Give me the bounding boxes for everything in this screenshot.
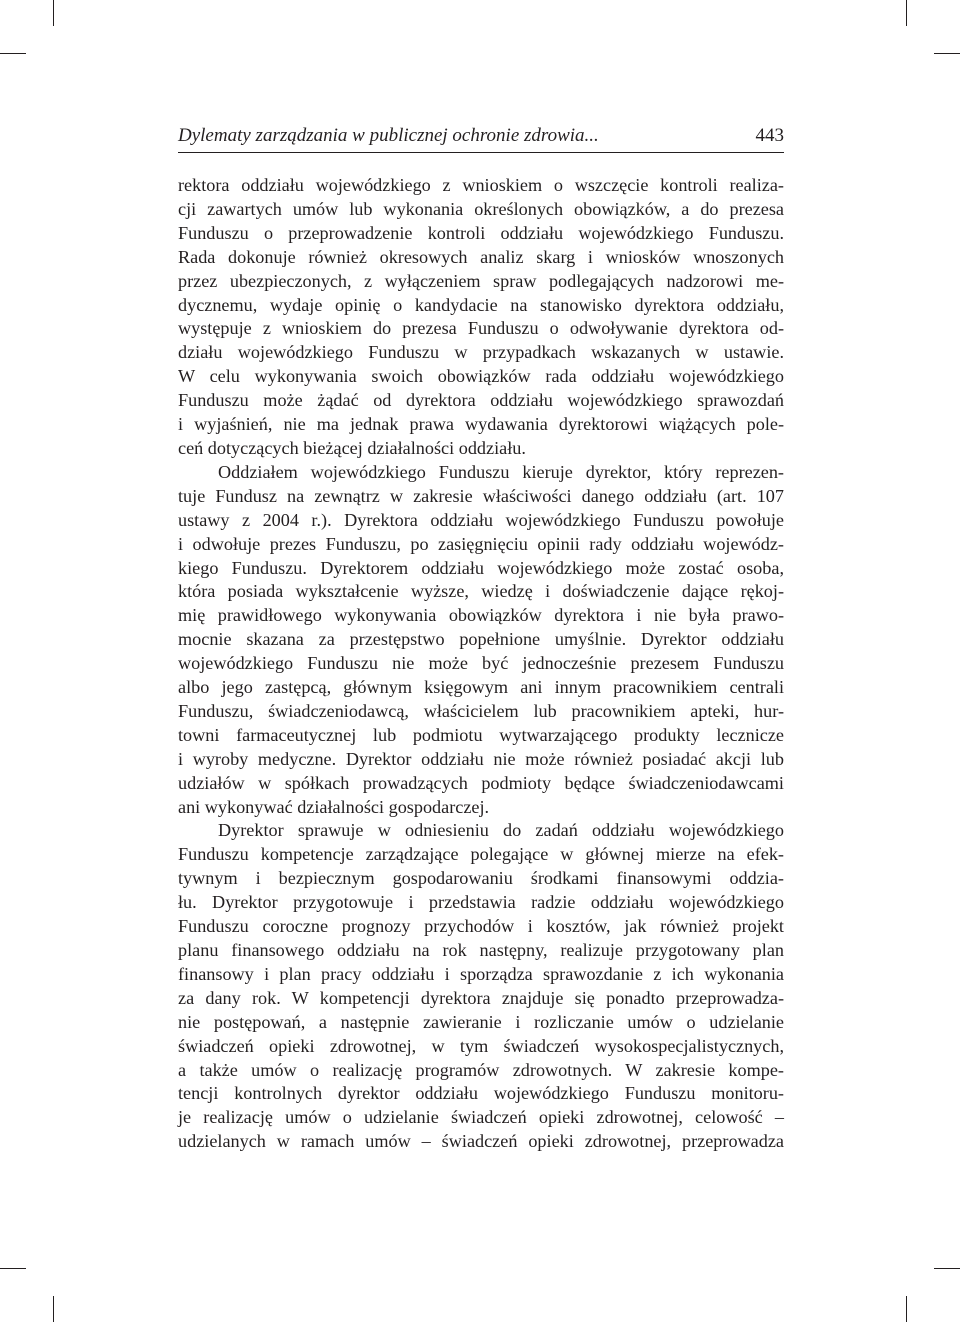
crop-mark-top-left bbox=[53, 0, 54, 26]
text-line: nie postępowań, a następnie zawieranie i rozliczanie umów o udzielanie bbox=[178, 1011, 784, 1032]
text-line: udziałów w spółkach prowadzących podmioty będące świadczeniodawcami bbox=[178, 772, 784, 793]
text-line: Funduszu, świadczeniodawcą, właścicielem lub pracownikiem apteki, hur- bbox=[178, 700, 784, 721]
text-line: ustawy z 2004 r.). Dyrektora oddziału wojewódzkiego Funduszu powołuje bbox=[178, 509, 784, 530]
text-line: mocnie skazana za przestępstwo popełnione umyślnie. Dyrektor oddziału bbox=[178, 629, 784, 650]
text-line: albo jego zastępcą, głównym księgowym ani innym pracownikiem centrali bbox=[178, 677, 784, 698]
text-line: mię prawidłowego wykonywania obowiązków dyrektora i nie była prawo- bbox=[178, 605, 784, 626]
text-line: Dyrektor sprawuje w odniesieniu do zadań oddziału wojewódzkiego bbox=[218, 820, 784, 841]
crop-mark-right-bottom bbox=[934, 1268, 960, 1269]
text-line: planu finansowego oddziału na rok następny, realizuje przygotowany plan bbox=[178, 940, 784, 960]
text-line: tuje Fundusz na zewnątrz w zakresie właściwości danego oddziału (art. 107 bbox=[178, 485, 784, 506]
text-line: dycznemu, wydaje opinię o kandydacie na stanowisko dyrektora oddziału, bbox=[178, 294, 784, 315]
crop-mark-bottom-right bbox=[906, 1296, 907, 1322]
crop-mark-top-right bbox=[906, 0, 907, 26]
crop-mark-right-top bbox=[934, 53, 960, 54]
text-line: która posiada wykształcenie wyższe, wiedzę i doświadczenie dające rękoj- bbox=[178, 581, 784, 602]
text-line: tywnym i bezpiecznym gospodarowaniu środkami finansowymi oddzia- bbox=[178, 868, 784, 889]
text-line: ani wykonywać działalności gospodarczej. bbox=[178, 796, 490, 817]
text-line: działu wojewódzkiego Funduszu w przypadkach wskazanych w ustawie. bbox=[178, 342, 784, 363]
text-line: za dany rok. W kompetencji dyrektora znajduje się ponadto przeprowadza- bbox=[178, 987, 784, 1008]
text-line: finansowy i plan pracy oddziału i sporządza sprawozdanie z ich wykonania bbox=[178, 963, 784, 984]
text-line: Funduszu coroczne prognozy przychodów i kosztów, jak również projekt bbox=[178, 916, 784, 937]
text-line: występuje z wnioskiem do prezesa Funduszu o odwoływanie dyrektora od- bbox=[178, 318, 784, 339]
text-line: Funduszu może żądać od dyrektora oddziału wojewódzkiego sprawozdań bbox=[178, 390, 784, 411]
text-line: i wyroby medyczne. Dyrektor oddziału nie może również posiadać akcji lub bbox=[178, 748, 784, 769]
text-line: wojewódzkiego Funduszu nie może być jednocześnie prezesem Funduszu bbox=[178, 653, 784, 674]
text-line: i wyjaśnień, nie ma jednak prawa wydawania dyrektorowi wiążących pole- bbox=[178, 414, 784, 435]
text-line: przez ubezpieczonych, z wyłączeniem spraw podlegających nadzorowi me- bbox=[178, 270, 784, 291]
text-line: tencji kontrolnych dyrektor oddziału wojewódzkiego Funduszu monitoru- bbox=[178, 1083, 784, 1104]
text-line: W celu wykonywania swoich obowiązków rada oddziału wojewódzkiego bbox=[178, 366, 784, 387]
text-line: towni farmaceutycznej lub podmiotu wytwarzającego produkty lecznicze bbox=[178, 724, 784, 745]
text-line: udzielanych w ramach umów – świadczeń opieki zdrowotnej, przeprowadza bbox=[178, 1131, 784, 1152]
page-number: 443 bbox=[755, 125, 784, 146]
text-line: a także umów o realizację programów zdrowotnych. W zakresie kompe- bbox=[178, 1059, 784, 1080]
text-line: ceń dotyczących bieżącej działalności oddziału. bbox=[178, 437, 526, 458]
text-line: Oddziałem wojewódzkiego Funduszu kieruje dyrektor, który reprezen- bbox=[218, 461, 784, 482]
text-line: i odwołuje prezes Funduszu, po zasięgnięciu opinii rady oddziału wojewódz- bbox=[178, 533, 784, 554]
text-line: cji zawartych umów lub wykonania określonych obowiązków, a do prezesa bbox=[178, 198, 784, 219]
text-line: Funduszu o przeprowadzenie kontroli oddziału wojewódzkiego Funduszu. bbox=[178, 222, 784, 243]
text-line: Funduszu kompetencje zarządzające polegające w głównej mierze na efek- bbox=[178, 844, 784, 865]
running-header-title: Dylematy zarządzania w publicznej ochronie zdrowia... bbox=[178, 125, 599, 146]
body-text bbox=[178, 174, 784, 1154]
text-line: je realizację umów o udzielanie świadczeń opieki zdrowotnej, celowość – bbox=[178, 1107, 784, 1128]
text-line: kiego Funduszu. Dyrektorem oddziału wojewódzkiego może zostać osoba, bbox=[178, 557, 784, 578]
crop-mark-left-top bbox=[0, 53, 26, 54]
running-header bbox=[178, 122, 784, 153]
text-line: łu. Dyrektor przygotowuje i przedstawia radzie oddziału wojewódzkiego bbox=[178, 892, 784, 913]
crop-mark-left-bottom bbox=[0, 1268, 26, 1269]
text-line: świadczeń opieki zdrowotnej, w tym świadczeń wysokospecjalistycznych, bbox=[178, 1035, 784, 1056]
crop-mark-bottom-left bbox=[53, 1296, 54, 1322]
text-line: rektora oddziału wojewódzkiego z wnioskiem o wszczęcie kontroli realiza- bbox=[178, 175, 784, 195]
text-line: Rada dokonuje również okresowych analiz skarg i wniosków wnoszonych bbox=[178, 246, 784, 267]
